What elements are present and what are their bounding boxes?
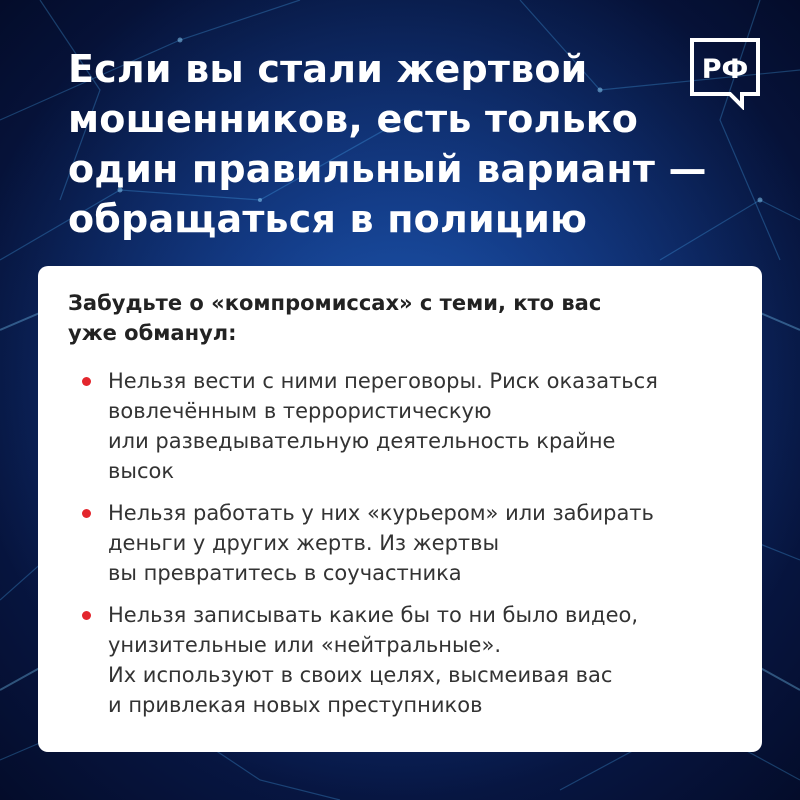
bullet-dot-icon: [82, 509, 91, 518]
headline-line: Если вы стали жертвой: [68, 47, 588, 91]
list-item-line: Нельзя работать у них «курьером» или забирать: [108, 501, 654, 525]
list-item-line: Нельзя записывать какие бы то ни было видео,: [108, 603, 639, 627]
logo-text: РФ: [701, 54, 749, 85]
list-item-line: унизительные или «нейтральные».: [108, 633, 502, 657]
speech-bubble-logo-icon: [686, 36, 764, 110]
headline: [68, 44, 728, 244]
headline-line: обращаться в полицию: [68, 197, 588, 241]
list-item-line: деньги у других жертв. Из жертвы: [108, 531, 500, 555]
list-item-line: или разведывательную деятельность крайне: [108, 429, 616, 453]
headline-line: мошенников, есть только: [68, 97, 639, 141]
list-item: [82, 366, 752, 486]
card-lead-line: уже обманул:: [68, 321, 237, 345]
rule-list: [82, 366, 752, 720]
bullet-dot-icon: [82, 377, 91, 386]
list-item-line: вы превратитесь в соучастника: [108, 561, 462, 585]
headline-line: один правильный вариант —: [68, 147, 707, 191]
list-item-line: вовлечённым в террористическую: [108, 399, 492, 423]
list-item-line: высок: [108, 459, 175, 483]
info-card: [38, 266, 762, 752]
list-item: [82, 600, 752, 720]
bullet-dot-icon: [82, 611, 91, 620]
list-item-line: Нельзя вести с ними переговоры. Риск оказаться: [108, 369, 658, 393]
card-lead-line: Забудьте о «компромиссах» с теми, кто вас: [68, 291, 602, 315]
list-item-line: и привлекая новых преступников: [108, 693, 483, 717]
card-lead: [68, 288, 728, 348]
list-item: [82, 498, 752, 588]
list-item-line: Их используют в своих целях, высмеивая вас: [108, 663, 613, 687]
